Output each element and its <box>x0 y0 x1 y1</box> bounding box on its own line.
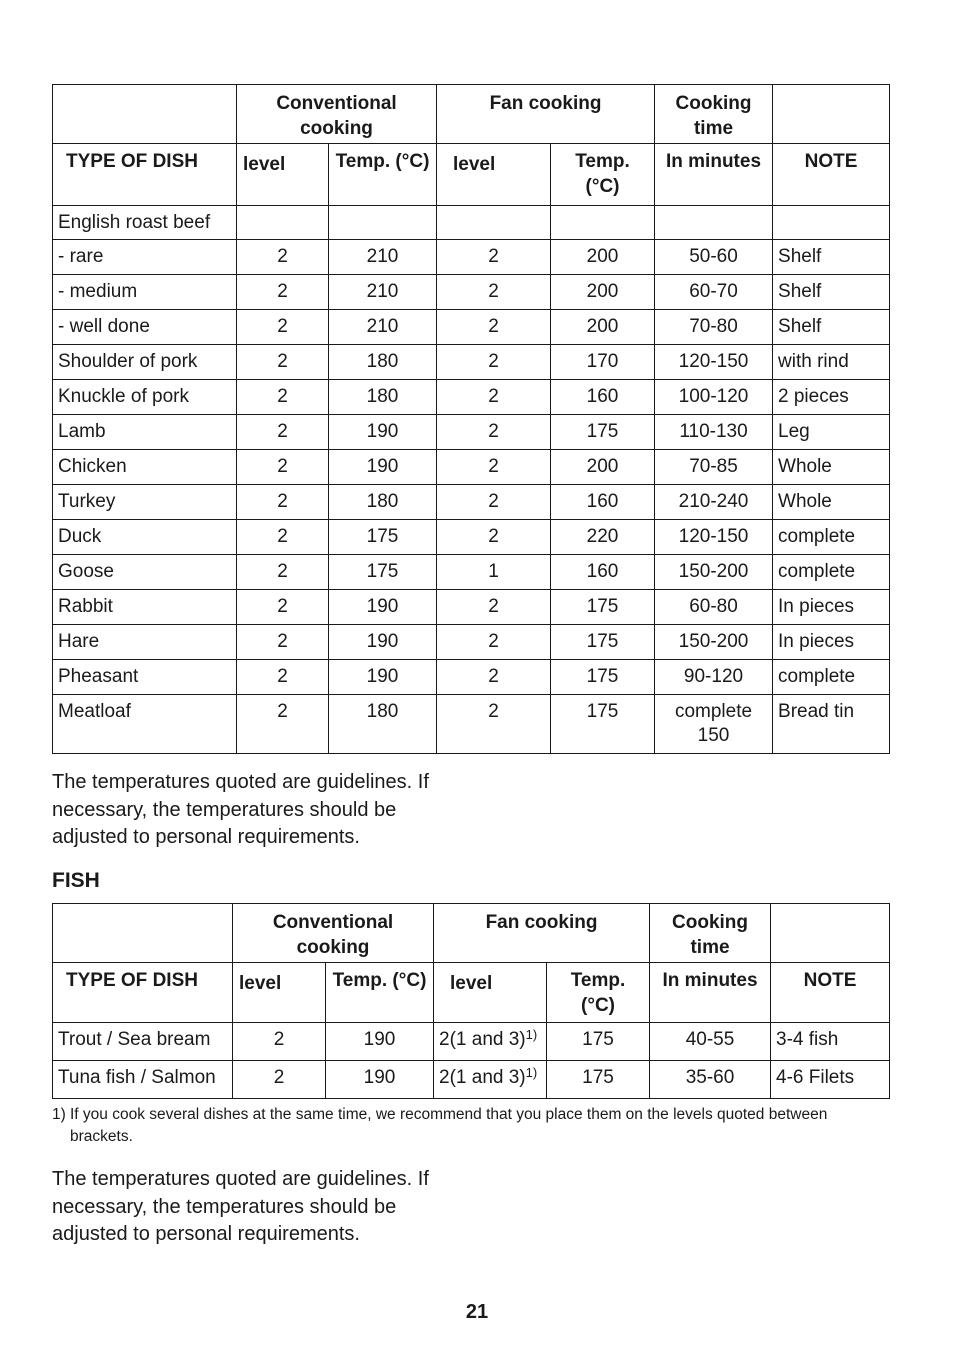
guideline-paragraph: The temperatures quoted are guidelines. If necessary, the temperatures should be adjusted to personal requirements. <box>52 771 429 848</box>
cell-level-fan-text: 2 <box>488 246 499 267</box>
cell-temp-conv-text: 190 <box>366 421 399 442</box>
cell-note-text: Shelf <box>778 316 822 337</box>
header-conventional: Conventional cooking <box>233 904 434 963</box>
cell-temp-fan <box>551 206 655 240</box>
cell-dish <box>53 310 237 345</box>
cell-time <box>655 415 773 450</box>
cell-level-fan <box>437 310 551 345</box>
header-type: TYPE OF DISH <box>53 144 237 206</box>
cell-temp-fan-text: 175 <box>582 1067 614 1088</box>
cell-level-fan-text: 2 <box>488 386 499 407</box>
cell-note <box>773 520 890 555</box>
cell-note <box>771 1023 890 1061</box>
cell-level-fan <box>437 555 551 590</box>
cell-temp-fan-text: 160 <box>586 561 619 582</box>
cell-temp-conv <box>329 625 437 660</box>
cell-dish <box>53 660 237 695</box>
cell-temp-fan-text: 220 <box>586 526 619 547</box>
cell-note <box>773 206 890 240</box>
cell-dish <box>53 555 237 590</box>
cell-note <box>771 1061 890 1099</box>
cell-note <box>773 625 890 660</box>
cell-level-fan <box>437 695 551 754</box>
cell-level-conv-text: 2 <box>277 246 288 267</box>
cell-time-text: 120-150 <box>678 351 749 372</box>
cell-level-conv <box>233 1061 326 1099</box>
cell-temp-fan-text: 175 <box>582 1029 614 1050</box>
cell-temp-fan-text: 200 <box>586 281 619 302</box>
cell-level-fan <box>437 206 551 240</box>
cell-dish <box>53 206 237 240</box>
cell-dish <box>53 695 237 754</box>
cell-level-fan <box>437 590 551 625</box>
cell-temp-conv <box>329 415 437 450</box>
cell-temp-fan <box>551 275 655 310</box>
cell-temp-fan-text: 175 <box>586 701 619 722</box>
cell-temp-conv-text: 180 <box>366 386 399 407</box>
cell-note <box>773 275 890 310</box>
cell-dish <box>53 240 237 275</box>
cell-level-fan-text: 2 <box>488 281 499 302</box>
header-note: NOTE <box>771 963 890 1023</box>
header-conventional: Conventional cooking <box>237 85 437 144</box>
cell-note <box>773 485 890 520</box>
cell-level-fan-text: 2 <box>488 456 499 477</box>
table-row <box>53 1023 890 1061</box>
cell-time-text: complete 150 <box>674 701 753 746</box>
cell-note <box>773 415 890 450</box>
cell-level-conv <box>237 380 329 415</box>
cell-time-text: 35-60 <box>685 1067 735 1088</box>
cell-dish-text: Knuckle of pork <box>58 386 189 407</box>
cell-note-text: Bread tin <box>778 701 855 722</box>
header-temp-conv: Temp. (°C) <box>326 963 434 1023</box>
header-minutes: In minutes <box>655 144 773 206</box>
cell-dish-text: Tuna fish / Salmon <box>58 1067 216 1088</box>
cell-time-text: 60-80 <box>689 596 738 617</box>
cell-level-conv-text: 2 <box>277 351 288 372</box>
cell-temp-conv <box>326 1061 434 1099</box>
meat-cooking-table <box>52 84 890 754</box>
cell-temp-conv-text: 175 <box>366 526 399 547</box>
cell-time-text: 70-85 <box>689 456 738 477</box>
cell-level-fan <box>437 485 551 520</box>
cell-level-conv <box>237 625 329 660</box>
cell-level-conv <box>237 310 329 345</box>
cell-time-text: 100-120 <box>678 386 749 407</box>
cell-time <box>650 1061 771 1099</box>
fish-cooking-table <box>52 903 890 1099</box>
cell-note-text: In pieces <box>778 596 855 617</box>
cell-dish <box>53 275 237 310</box>
header-blank-note <box>773 85 890 144</box>
cell-time <box>655 450 773 485</box>
cell-time <box>655 555 773 590</box>
header-temp-conv: Temp. (°C) <box>329 144 437 206</box>
cell-time-text: 150-200 <box>678 631 749 652</box>
cell-temp-conv-text: 180 <box>366 491 399 512</box>
cell-level-conv <box>237 555 329 590</box>
cell-level-fan-text: 2 <box>488 596 499 617</box>
cell-temp-conv <box>329 695 437 754</box>
cell-temp-fan <box>551 240 655 275</box>
cell-level-fan <box>434 1023 547 1061</box>
cell-level-conv <box>237 345 329 380</box>
cell-dish-text: Duck <box>58 526 102 547</box>
header-level-conv: level <box>237 144 329 206</box>
cell-temp-conv-text: 190 <box>366 456 399 477</box>
cell-temp-fan <box>551 660 655 695</box>
cell-note <box>773 345 890 380</box>
cell-temp-conv <box>329 485 437 520</box>
cell-level-fan-text: 2 <box>488 666 499 687</box>
cell-time-text: 120-150 <box>678 526 749 547</box>
cell-time <box>655 660 773 695</box>
header-time: Cooking time <box>650 904 771 963</box>
cell-dish-text: Goose <box>58 561 114 582</box>
footnote <box>52 1104 892 1148</box>
cell-level-fan <box>437 450 551 485</box>
cell-dish-text: - medium <box>58 281 138 302</box>
cell-temp-conv-text: 175 <box>366 561 399 582</box>
cell-level-fan <box>437 520 551 555</box>
cell-time-text: 210-240 <box>678 491 749 512</box>
cell-temp-conv <box>329 380 437 415</box>
cell-dish-text: - well done <box>58 316 150 337</box>
cell-temp-fan <box>551 695 655 754</box>
cell-level-fan-text: 2 <box>488 526 499 547</box>
cell-temp-fan <box>551 450 655 485</box>
cell-level-conv <box>233 1023 326 1061</box>
cell-level-conv-text: 2 <box>277 386 288 407</box>
footnote-reference: 1) <box>525 1065 538 1080</box>
cell-temp-conv <box>329 206 437 240</box>
cell-dish-text: Rabbit <box>58 596 113 617</box>
cell-dish <box>53 590 237 625</box>
table-row <box>53 590 890 625</box>
footnote-reference: 1) <box>525 1027 538 1042</box>
cell-temp-fan <box>551 590 655 625</box>
cell-temp-fan <box>551 485 655 520</box>
cell-time-text: 90-120 <box>683 666 744 687</box>
cell-level-conv-text: 2 <box>277 491 288 512</box>
cell-temp-fan-text: 200 <box>586 246 619 267</box>
cell-level-conv <box>237 240 329 275</box>
header-temp-fan: Temp. (°C) <box>551 144 655 206</box>
cell-note-text: 2 pieces <box>778 386 849 407</box>
table-row <box>53 380 890 415</box>
cell-level-conv-text: 2 <box>277 281 288 302</box>
cell-temp-conv-text: 180 <box>366 701 399 722</box>
cell-note-text: complete <box>778 526 856 547</box>
header-blank <box>53 85 237 144</box>
cell-temp-conv <box>329 275 437 310</box>
cell-note-text: with rind <box>778 351 849 372</box>
cell-time <box>655 380 773 415</box>
cell-temp-fan <box>551 345 655 380</box>
cell-level-fan <box>437 380 551 415</box>
cell-level-conv-text: 2 <box>277 456 288 477</box>
cell-level-fan <box>437 275 551 310</box>
cell-level-conv <box>237 660 329 695</box>
cell-note <box>773 240 890 275</box>
cell-temp-conv-text: 190 <box>366 666 399 687</box>
cell-level-fan <box>437 660 551 695</box>
cell-temp-conv-text: 190 <box>366 596 399 617</box>
cell-dish <box>53 1023 233 1061</box>
cell-temp-conv-text: 190 <box>363 1067 396 1088</box>
header-fan: Fan cooking <box>434 904 650 963</box>
footnote-mark: 1) <box>52 1106 66 1123</box>
cell-temp-fan-text: 175 <box>586 596 619 617</box>
cell-time-text: 40-55 <box>685 1029 735 1050</box>
table-row <box>53 345 890 380</box>
cell-temp-conv <box>329 345 437 380</box>
header-temp-fan: Temp. (°C) <box>547 963 650 1023</box>
cell-note <box>773 310 890 345</box>
cell-level-fan-text: 2 <box>488 631 499 652</box>
header-blank <box>53 904 233 963</box>
cell-temp-conv-text: 190 <box>363 1029 396 1050</box>
cell-dish <box>53 520 237 555</box>
table-row <box>53 310 890 345</box>
cell-level-fan-text: 2 <box>488 701 499 722</box>
cell-note <box>773 380 890 415</box>
cell-dish <box>53 345 237 380</box>
cell-dish-text: English roast beef <box>58 212 211 233</box>
cell-temp-fan <box>551 625 655 660</box>
cell-temp-fan-text: 175 <box>586 421 619 442</box>
table-row <box>53 275 890 310</box>
table-row <box>53 660 890 695</box>
cell-dish <box>53 380 237 415</box>
cell-note-text: complete <box>778 666 856 687</box>
cell-level-conv-text: 2 <box>277 631 288 652</box>
header-type: TYPE OF DISH <box>53 963 233 1023</box>
cell-temp-conv <box>329 240 437 275</box>
cell-temp-conv <box>329 555 437 590</box>
cell-temp-conv <box>326 1023 434 1061</box>
table-row <box>53 206 890 240</box>
cell-dish-text: Hare <box>58 631 100 652</box>
header-level-fan: level <box>437 144 551 206</box>
cell-temp-fan-text: 160 <box>586 386 619 407</box>
cell-level-conv-text: 2 <box>277 666 288 687</box>
cell-level-conv-text: 2 <box>277 561 288 582</box>
cell-level-conv-text: 2 <box>277 526 288 547</box>
cell-time <box>655 485 773 520</box>
cell-note-text: 4-6 Filets <box>776 1067 855 1088</box>
cell-level-conv <box>237 206 329 240</box>
cell-time-text: 50-60 <box>689 246 738 267</box>
cell-time <box>655 275 773 310</box>
cell-dish <box>53 1061 233 1099</box>
cell-level-fan <box>437 625 551 660</box>
table-row <box>53 555 890 590</box>
cell-note-text: Shelf <box>778 246 822 267</box>
cell-dish-text: Trout / Sea bream <box>58 1029 211 1050</box>
cell-time-text: 70-80 <box>689 316 738 337</box>
cell-temp-conv-text: 210 <box>366 246 399 267</box>
header-fan: Fan cooking <box>437 85 655 144</box>
cell-temp-fan-text: 170 <box>586 351 619 372</box>
cell-dish-text: Lamb <box>58 421 106 442</box>
cell-temp-fan-text: 200 <box>586 316 619 337</box>
cell-level-fan <box>437 415 551 450</box>
fish-section-title: FISH <box>52 869 100 892</box>
cell-time <box>655 240 773 275</box>
cell-temp-conv-text: 180 <box>366 351 399 372</box>
cell-level-conv <box>237 485 329 520</box>
cell-temp-fan <box>551 380 655 415</box>
cell-temp-conv-text: 190 <box>366 631 399 652</box>
cell-level-conv <box>237 275 329 310</box>
cell-dish-text: Meatloaf <box>58 701 131 722</box>
cell-level-fan <box>437 345 551 380</box>
cell-dish-text: Turkey <box>58 491 116 512</box>
cell-note <box>773 450 890 485</box>
cell-note <box>773 695 890 754</box>
table-row <box>53 520 890 555</box>
cell-level-fan <box>437 240 551 275</box>
cell-time <box>655 590 773 625</box>
header-time: Cooking time <box>655 85 773 144</box>
cell-note-text: Whole <box>778 491 832 512</box>
cell-time <box>655 206 773 240</box>
cell-level-fan-text: 1 <box>488 561 499 582</box>
cell-level-fan-text: 2(1 and 3) <box>439 1067 526 1088</box>
cell-dish-text: Shoulder of pork <box>58 351 198 372</box>
cell-temp-fan <box>551 415 655 450</box>
cell-temp-fan <box>551 555 655 590</box>
table-row <box>53 1061 890 1099</box>
cell-time <box>655 345 773 380</box>
table-row <box>53 625 890 660</box>
cell-level-conv <box>237 520 329 555</box>
cell-note-text: Leg <box>778 421 810 442</box>
cell-level-conv-text: 2 <box>277 596 288 617</box>
cell-note-text: 3-4 fish <box>776 1029 839 1050</box>
cell-level-fan <box>434 1061 547 1099</box>
cell-note <box>773 555 890 590</box>
cell-level-conv-text: 2 <box>277 701 288 722</box>
table-row <box>53 240 890 275</box>
cell-note <box>773 590 890 625</box>
cell-note-text: Shelf <box>778 281 822 302</box>
cell-time <box>650 1023 771 1061</box>
cell-temp-conv <box>329 660 437 695</box>
cell-level-conv-text: 2 <box>277 316 288 337</box>
cell-note-text: complete <box>778 561 856 582</box>
cell-time <box>655 695 773 754</box>
table-row <box>53 415 890 450</box>
cell-level-fan-text: 2(1 and 3) <box>439 1029 526 1050</box>
table-row <box>53 485 890 520</box>
cell-time-text: 150-200 <box>678 561 749 582</box>
cell-note-text: In pieces <box>778 631 855 652</box>
cell-dish <box>53 415 237 450</box>
cell-level-conv <box>237 450 329 485</box>
cell-note <box>773 660 890 695</box>
cell-temp-conv <box>329 520 437 555</box>
cell-dish <box>53 450 237 485</box>
cell-temp-conv <box>329 590 437 625</box>
cell-temp-fan <box>551 520 655 555</box>
footnote-text: If you cook several dishes at the same time, we recommend that you place them on the levels quoted between brackets. <box>70 1106 828 1145</box>
cell-time <box>655 310 773 345</box>
cell-level-conv <box>237 415 329 450</box>
cell-level-conv <box>237 590 329 625</box>
header-level-conv: level <box>233 963 326 1023</box>
cell-level-conv <box>237 695 329 754</box>
page-number: 21 <box>465 1301 489 1323</box>
cell-temp-fan-text: 200 <box>586 456 619 477</box>
cell-temp-fan <box>547 1061 650 1099</box>
cell-temp-conv <box>329 310 437 345</box>
guideline-paragraph-2: The temperatures quoted are guidelines. If necessary, the temperatures should be adjusted to personal requirements. <box>52 1168 429 1245</box>
cell-level-fan-text: 2 <box>488 491 499 512</box>
cell-time <box>655 520 773 555</box>
cell-temp-conv-text: 210 <box>366 316 399 337</box>
header-level-fan: level <box>434 963 547 1023</box>
cell-temp-fan-text: 160 <box>586 491 619 512</box>
table-row <box>53 695 890 754</box>
cell-level-fan-text: 2 <box>488 421 499 442</box>
table-row <box>53 450 890 485</box>
cell-time-text: 60-70 <box>689 281 738 302</box>
cell-time-text: 110-130 <box>679 421 748 442</box>
cell-temp-conv-text: 210 <box>366 281 399 302</box>
cell-level-conv-text: 2 <box>277 421 288 442</box>
cell-temp-fan <box>547 1023 650 1061</box>
cell-level-fan-text: 2 <box>488 351 499 372</box>
header-blank-note <box>771 904 890 963</box>
cell-note-text: Whole <box>778 456 832 477</box>
cell-temp-conv <box>329 450 437 485</box>
cell-dish <box>53 625 237 660</box>
cell-dish-text: Pheasant <box>58 666 139 687</box>
cell-temp-fan <box>551 310 655 345</box>
cell-level-conv-text: 2 <box>273 1029 285 1050</box>
cell-dish-text: - rare <box>58 246 104 267</box>
cell-dish-text: Chicken <box>58 456 127 477</box>
cell-temp-fan-text: 175 <box>586 631 619 652</box>
header-minutes: In minutes <box>650 963 771 1023</box>
cell-time <box>655 625 773 660</box>
cell-temp-fan-text: 175 <box>586 666 619 687</box>
cell-level-conv-text: 2 <box>273 1067 285 1088</box>
cell-level-fan-text: 2 <box>488 316 499 337</box>
header-note: NOTE <box>773 144 890 206</box>
cell-dish <box>53 485 237 520</box>
